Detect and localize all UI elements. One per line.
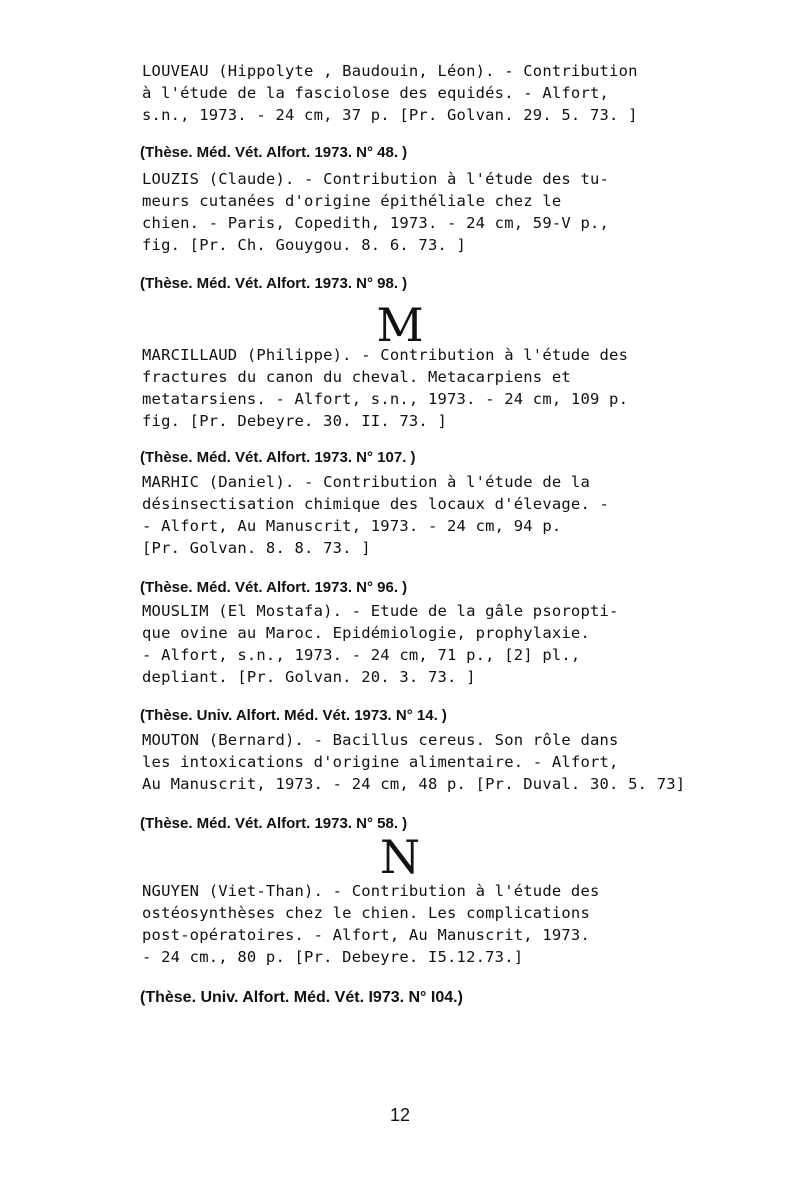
entry-line: metatarsiens. - Alfort, s.n., 1973. - 24 cm, 109 p.: [142, 390, 629, 408]
entry-line: Au Manuscrit, 1973. - 24 cm, 48 p. [Pr. Duval. 30. 5. 73]: [142, 775, 686, 793]
entry-line: LOUZIS (Claude). - Contribution à l'étude des tu-: [142, 170, 610, 188]
entry-line: MOUTON (Bernard). - Bacillus cereus. Son rôle dans: [142, 731, 619, 749]
entry-line: les intoxications d'origine alimentaire. - Alfort,: [142, 753, 619, 771]
entry-line: s.n., 1973. - 24 cm, 37 p. [Pr. Golvan. 29. 5. 73. ]: [142, 106, 638, 124]
entry-line: NGUYEN (Viet-Than). - Contribution à l'étude des: [142, 882, 600, 900]
entry-line: que ovine au Maroc. Epidémiologie, prophylaxie.: [142, 624, 590, 642]
bibliography-entry: [142, 344, 682, 432]
entry-line: fig. [Pr. Ch. Gouygou. 8. 6. 73. ]: [142, 236, 467, 254]
section-letter-n: N: [379, 830, 421, 884]
bibliography-entry: [142, 168, 682, 256]
entry-line: [Pr. Golvan. 8. 8. 73. ]: [142, 539, 371, 557]
entry-line: chien. - Paris, Copedith, 1973. - 24 cm, 59-V p.,: [142, 214, 610, 232]
thesis-note: (Thèse. Méd. Vét. Alfort. 1973. N° 58. ): [140, 815, 408, 832]
entry-line: fractures du canon du cheval. Metacarpiens et: [142, 368, 571, 386]
entry-line: meurs cutanées d'origine épithéliale chez le: [142, 192, 562, 210]
entry-line: MOUSLIM (El Mostafa). - Etude de la gâle psoropti-: [142, 602, 619, 620]
entry-line: LOUVEAU (Hippolyte , Baudouin, Léon). - Contribution: [142, 62, 638, 80]
entry-line: - 24 cm., 80 p. [Pr. Debeyre. I5.12.73.]: [142, 948, 524, 966]
entry-line: - Alfort, s.n., 1973. - 24 cm, 71 p., [2] pl.,: [142, 646, 581, 664]
bibliography-entry: [142, 60, 682, 126]
thesis-note: (Thèse. Univ. Alfort. Méd. Vét. 1973. N° 14. ): [140, 707, 447, 724]
entry-line: post-opératoires. - Alfort, Au Manuscrit, 1973.: [142, 926, 590, 944]
entry-line: MARCILLAUD (Philippe). - Contribution à l'étude des: [142, 346, 629, 364]
bibliography-entry: [142, 471, 682, 559]
entry-line: - Alfort, Au Manuscrit, 1973. - 24 cm, 94 p.: [142, 517, 562, 535]
thesis-note: (Thèse. Méd. Vét. Alfort. 1973. N° 48. ): [140, 144, 408, 161]
entry-line: fig. [Pr. Debeyre. 30. II. 73. ]: [142, 412, 448, 430]
bibliography-entry: [142, 880, 682, 968]
bibliography-entry: [142, 600, 682, 688]
section-letter-m: M: [376, 298, 424, 352]
thesis-note: (Thèse. Univ. Alfort. Méd. Vét. I973. N° I04.): [140, 989, 463, 1006]
entry-line: MARHIC (Daniel). - Contribution à l'étude de la: [142, 473, 590, 491]
bibliography-entry: [142, 729, 686, 795]
thesis-note: (Thèse. Méd. Vét. Alfort. 1973. N° 96. ): [140, 579, 408, 596]
entry-line: à l'étude de la fasciolose des equidés. - Alfort,: [142, 84, 610, 102]
thesis-note: (Thèse. Méd. Vét. Alfort. 1973. N° 98. ): [140, 275, 408, 292]
thesis-note: (Thèse. Méd. Vét. Alfort. 1973. N° 107. ): [140, 449, 416, 466]
page-number: 12: [389, 1105, 411, 1125]
entry-line: désinsectisation chimique des locaux d'élevage. -: [142, 495, 610, 513]
entry-line: depliant. [Pr. Golvan. 20. 3. 73. ]: [142, 668, 476, 686]
entry-line: ostéosynthèses chez le chien. Les complications: [142, 904, 590, 922]
